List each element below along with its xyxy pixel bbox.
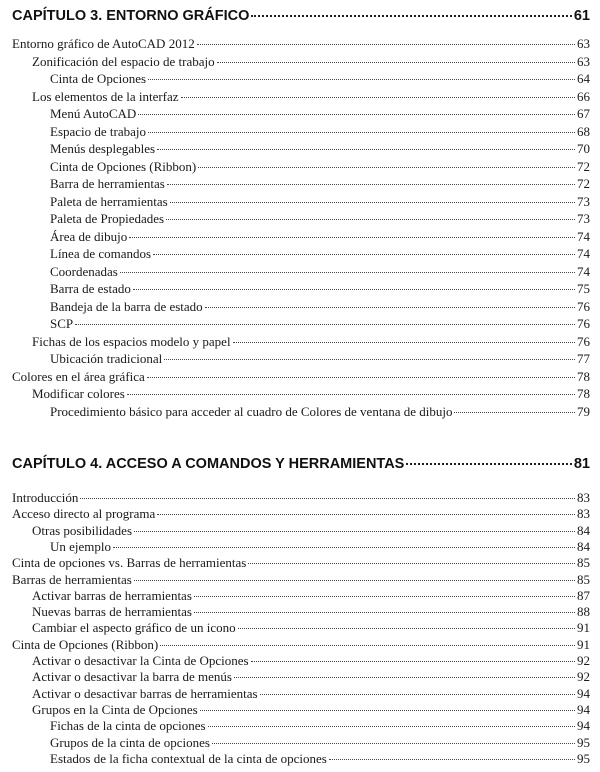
entry-page: 68 bbox=[577, 123, 590, 139]
toc-entry bbox=[32, 53, 590, 70]
toc-entry bbox=[50, 350, 590, 367]
entry-title: Barras de herramientas bbox=[12, 571, 132, 587]
toc-entry bbox=[50, 105, 590, 122]
toc-entry bbox=[12, 505, 590, 522]
dot-leader bbox=[148, 132, 575, 133]
dot-leader bbox=[208, 726, 575, 727]
entry-page: 94 bbox=[577, 701, 590, 717]
entry-title: Línea de comandos bbox=[50, 246, 152, 261]
entry-title: Barra de herramientas bbox=[50, 176, 165, 191]
toc-entry bbox=[32, 652, 590, 669]
chapter-heading bbox=[12, 8, 590, 24]
entry-title: Un ejemplo bbox=[50, 538, 112, 554]
dot-leader bbox=[170, 202, 575, 203]
entry-title: Entorno gráfico de AutoCAD 2012 bbox=[12, 36, 195, 51]
entry-page: 74 bbox=[577, 246, 590, 261]
entry-title: Acceso directo al programa bbox=[12, 506, 156, 522]
entry-page: 88 bbox=[577, 604, 590, 620]
dot-leader bbox=[157, 149, 575, 150]
entry-title: Grupos de la cinta de opciones bbox=[50, 734, 210, 750]
dot-leader bbox=[133, 289, 575, 290]
entry-page: 66 bbox=[577, 88, 590, 104]
toc-entry bbox=[32, 587, 590, 604]
toc-entry bbox=[32, 522, 590, 539]
entry-title: Menú AutoCAD bbox=[50, 106, 137, 121]
dot-leader bbox=[138, 114, 575, 115]
dot-leader bbox=[166, 219, 575, 220]
toc-entry bbox=[50, 245, 590, 262]
entry-title: Los elementos de la interfaz bbox=[32, 88, 179, 104]
entry-page: 76 bbox=[577, 298, 590, 314]
entry-title: Cambiar el aspecto gráfico de un icono bbox=[32, 620, 236, 636]
entry-page: 72 bbox=[577, 176, 590, 191]
toc-entry bbox=[50, 158, 590, 175]
entry-title: Activar o desactivar barras de herramientas bbox=[32, 685, 258, 701]
toc-entry bbox=[12, 35, 590, 52]
entry-page: 95 bbox=[577, 734, 590, 750]
entry-title: Cinta de Opciones bbox=[50, 71, 147, 86]
entry-title: Espacio de trabajo bbox=[50, 123, 147, 139]
toc-entry bbox=[12, 368, 590, 385]
entry-page: 94 bbox=[577, 718, 590, 734]
toc-entry bbox=[50, 228, 590, 245]
entry-title: Otras posibilidades bbox=[32, 522, 133, 538]
entry-title: Introducción bbox=[12, 490, 79, 505]
toc-entry bbox=[32, 685, 590, 702]
toc-entry bbox=[32, 701, 590, 718]
dot-leader bbox=[217, 62, 575, 63]
toc-entry bbox=[12, 636, 590, 653]
entry-page: 94 bbox=[577, 685, 590, 701]
entry-page: 92 bbox=[577, 669, 590, 685]
toc-entry bbox=[32, 619, 590, 636]
entry-page: 72 bbox=[577, 158, 590, 174]
toc-entry bbox=[32, 603, 590, 620]
dot-leader bbox=[200, 710, 575, 711]
entry-page: 84 bbox=[577, 522, 590, 538]
toc-entry bbox=[50, 750, 590, 767]
entry-title: Coordenadas bbox=[50, 263, 118, 279]
entry-page: 63 bbox=[577, 53, 590, 69]
dot-leader bbox=[205, 307, 575, 308]
dot-leader bbox=[194, 596, 575, 597]
dot-leader bbox=[234, 677, 575, 678]
entry-page: 64 bbox=[577, 71, 590, 86]
entry-page: 78 bbox=[577, 386, 590, 401]
toc-entry bbox=[32, 333, 590, 350]
dot-leader bbox=[406, 463, 572, 465]
entry-page: 67 bbox=[577, 106, 590, 121]
entry-title: Procedimiento básico para acceder al cuadro de Colores de ventana de dibujo bbox=[50, 403, 453, 419]
toc-entry bbox=[50, 70, 590, 87]
dot-leader bbox=[80, 498, 575, 499]
entry-title: Fichas de los espacios modelo y papel bbox=[32, 333, 231, 349]
entry-title: Barra de estado bbox=[50, 281, 131, 296]
entry-title: Colores en el área gráfica bbox=[12, 368, 145, 384]
entry-title: Ubicación tradicional bbox=[50, 351, 163, 366]
chapter-page: 81 bbox=[573, 456, 590, 472]
dot-leader bbox=[160, 645, 575, 646]
toc-entry bbox=[50, 280, 590, 297]
entry-page: 76 bbox=[577, 316, 590, 331]
chapter-page: 61 bbox=[573, 8, 590, 24]
dot-leader bbox=[251, 661, 575, 662]
dot-leader bbox=[248, 563, 575, 564]
dot-leader bbox=[198, 167, 575, 168]
toc-entry bbox=[12, 554, 590, 571]
entry-title: SCP bbox=[50, 316, 74, 331]
entry-title: Activar barras de herramientas bbox=[32, 587, 192, 603]
entry-title: Nuevas barras de herramientas bbox=[32, 604, 192, 620]
entry-page: 77 bbox=[577, 351, 590, 366]
entry-page: 79 bbox=[577, 403, 590, 419]
entry-page: 92 bbox=[577, 653, 590, 668]
entry-title: Cinta de opciones vs. Barras de herramientas bbox=[12, 555, 247, 571]
entry-title: Paleta de Propiedades bbox=[50, 211, 165, 226]
entry-page: 70 bbox=[577, 141, 590, 156]
toc-entry bbox=[50, 403, 590, 420]
entry-page: 74 bbox=[577, 263, 590, 279]
entry-page: 75 bbox=[577, 281, 590, 296]
toc-entry bbox=[50, 193, 590, 210]
dot-leader bbox=[157, 514, 575, 515]
entry-title: Activar o desactivar la Cinta de Opciones bbox=[32, 653, 249, 668]
entry-title: Fichas de la cinta de opciones bbox=[50, 718, 206, 734]
dot-leader bbox=[238, 628, 575, 629]
dot-leader bbox=[127, 394, 575, 395]
toc-entry bbox=[32, 88, 590, 105]
toc-entry bbox=[50, 123, 590, 140]
dot-leader bbox=[181, 97, 575, 98]
entry-title: Modificar colores bbox=[32, 386, 125, 401]
entry-page: 91 bbox=[577, 636, 590, 652]
toc-entry bbox=[12, 571, 590, 588]
dot-leader bbox=[147, 377, 575, 378]
entry-page: 95 bbox=[577, 750, 590, 766]
entry-page: 85 bbox=[577, 555, 590, 571]
entry-title: Cinta de Opciones (Ribbon) bbox=[50, 158, 197, 174]
toc-entry bbox=[50, 717, 590, 734]
entry-page: 87 bbox=[577, 587, 590, 603]
entry-title: Cinta de Opciones (Ribbon) bbox=[12, 636, 159, 652]
entry-page: 83 bbox=[577, 506, 590, 522]
toc-entry bbox=[50, 734, 590, 751]
dot-leader bbox=[233, 342, 575, 343]
toc-entry bbox=[50, 263, 590, 280]
entry-page: 74 bbox=[577, 228, 590, 244]
dot-leader bbox=[260, 694, 575, 695]
entry-title: Bandeja de la barra de estado bbox=[50, 298, 203, 314]
entry-page: 63 bbox=[577, 36, 590, 51]
chapter-heading bbox=[12, 456, 590, 472]
entry-page: 84 bbox=[577, 538, 590, 554]
entry-title: Área de dibujo bbox=[50, 228, 128, 244]
toc-entry bbox=[50, 298, 590, 315]
toc-entry bbox=[50, 538, 590, 555]
toc-entry bbox=[50, 140, 590, 157]
dot-leader bbox=[75, 324, 575, 325]
entry-page: 78 bbox=[577, 368, 590, 384]
entry-title: Activar o desactivar la barra de menús bbox=[32, 669, 232, 685]
dot-leader bbox=[120, 272, 575, 273]
toc-entry bbox=[12, 489, 590, 506]
entry-page: 85 bbox=[577, 571, 590, 587]
dot-leader bbox=[129, 237, 575, 238]
dot-leader bbox=[167, 184, 575, 185]
toc-entry bbox=[50, 210, 590, 227]
dot-leader bbox=[212, 743, 575, 744]
dot-leader bbox=[329, 759, 575, 760]
dot-leader bbox=[134, 531, 575, 532]
entry-title: Paleta de herramientas bbox=[50, 193, 168, 209]
entry-page: 73 bbox=[577, 211, 590, 226]
entry-title: Estados de la ficha contextual de la cinta de opciones bbox=[50, 750, 327, 766]
entry-title: Menús desplegables bbox=[50, 141, 156, 156]
dot-leader bbox=[194, 612, 575, 613]
entry-page: 83 bbox=[577, 490, 590, 505]
dot-leader bbox=[134, 580, 575, 581]
dot-leader bbox=[251, 15, 571, 17]
dot-leader bbox=[197, 44, 575, 45]
toc-entry bbox=[32, 385, 590, 402]
chapter-title: CAPÍTULO 3. ENTORNO GRÁFICO bbox=[12, 8, 250, 24]
dot-leader bbox=[454, 412, 575, 413]
dot-leader bbox=[113, 547, 575, 548]
dot-leader bbox=[164, 359, 575, 360]
chapter-title: CAPÍTULO 4. ACCESO A COMANDOS Y HERRAMIENTAS bbox=[12, 456, 405, 472]
entry-page: 76 bbox=[577, 333, 590, 349]
entry-page: 91 bbox=[577, 620, 590, 636]
dot-leader bbox=[153, 254, 575, 255]
entry-title: Zonificación del espacio de trabajo bbox=[32, 53, 215, 69]
dot-leader bbox=[148, 79, 575, 80]
toc-entry bbox=[50, 175, 590, 192]
entry-page: 73 bbox=[577, 193, 590, 209]
toc-entry bbox=[32, 668, 590, 685]
entry-title: Grupos en la Cinta de Opciones bbox=[32, 701, 198, 717]
toc-entry bbox=[50, 315, 590, 332]
